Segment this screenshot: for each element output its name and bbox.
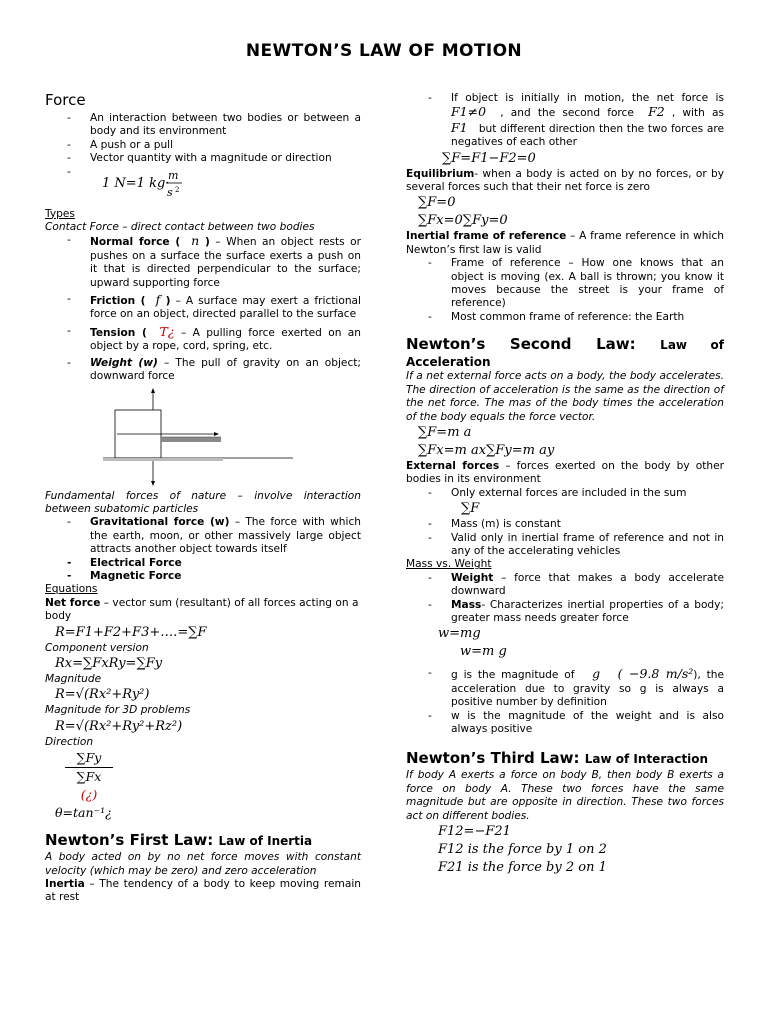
component-formula: Rx=∑FxRy=∑Fy — [55, 655, 163, 671]
force-heading: Force — [45, 91, 86, 109]
frame-bullet: - Frame of reference – How one knows that an object is moving (ex. A ball is thrown; you know it moves because the street is your frame of reference) — [406, 257, 724, 311]
third-law-formula-1: F12=−F21 — [438, 824, 511, 840]
types-label: Types — [45, 207, 75, 220]
third-law-formula-3: F21 is the force by 2 on 1 — [438, 860, 607, 876]
weight-vector-formula: w=m g — [460, 644, 507, 660]
external-bullet: - Only external forces are included in the sum ∑F — [406, 487, 724, 518]
external-forces-line: External forces – forces exerted on the body by other bodies in its environment — [406, 459, 724, 486]
inertial-frame-line: Inertial frame of reference – A frame reference in which Newton’s first law is valid — [406, 230, 724, 256]
frame-bullet: - Most common frame of reference: the Earth — [406, 311, 724, 324]
right-column — [406, 92, 724, 877]
equilibrium-formula-2: ∑Fx=0∑Fy=0 — [418, 213, 508, 229]
equations-label: Equations — [45, 583, 98, 596]
contact-force-line: Contact Force – direct contact between two bodies — [45, 221, 315, 234]
external-forces-list — [406, 487, 724, 559]
second-law-formula-2: ∑Fx=m ax∑Fy=m ay — [418, 442, 555, 458]
svg-text:m: m — [168, 168, 179, 182]
g-bullet: - g is the magnitude of g ( −9.8 m/s²), the acceleration due to gravity so g is always a positive number by definition — [406, 667, 724, 709]
unit-formula-item — [45, 166, 361, 200]
direction-denominator: ∑Fx — [76, 769, 102, 785]
frame-list — [406, 257, 724, 324]
magnitude-label: Magnitude — [45, 672, 102, 685]
magnetic-force-item: - Magnetic Force — [45, 570, 361, 583]
page-title: NEWTON’S LAW OF MOTION — [245, 41, 523, 61]
second-law-description: If a net external force acts on a body, the body accelerates. The direction of acceleration is the same as the direction of the net force. The mas of the body times the acceleration of the body equals the force vector. — [406, 370, 724, 423]
force-bullet: - An interaction between two bodies or between a body and its environment — [45, 112, 361, 139]
external-sum-formula: ∑F — [461, 501, 480, 517]
second-law-heading: Newton’s Second Law: Law of Acceleration — [406, 335, 724, 370]
third-law-description: If body A exerts a force on body B, then body B exerts a force on body A. These two forces have the same magnitude but are opposite in direction. These two forces act on different bodies. — [406, 769, 724, 822]
w-bullet: - w is the magnitude of the weight and is also always positive — [406, 710, 724, 737]
left-column — [45, 90, 361, 905]
friction-item: - Friction ( f ) – A surface may exert a frictional force on an object, directed parallel to the surface — [45, 293, 361, 322]
equilibrium-formula-1: ∑F=0 — [418, 195, 456, 211]
mass-vs-weight-label: Mass vs. Weight — [406, 558, 492, 571]
direction-fraction — [65, 749, 113, 804]
weight-definition: - Weight – force that makes a body accelerate downward — [406, 572, 724, 599]
svg-text:s: s — [167, 185, 173, 199]
direction-paren: (¿) — [80, 787, 98, 803]
motion-list — [406, 92, 724, 150]
second-law-formula-1: ∑F=m a — [418, 424, 472, 440]
net-force-formula: R=F1+F2+F3+….=∑F — [55, 624, 207, 640]
mass-weight-list — [406, 572, 724, 626]
gravitational-force-item: - Gravitational force (w) – The force with which the earth, moon, or other massively large object attracts another object towards itself — [45, 516, 361, 556]
equilibrium-line: Equilibrium- when a body is acted on by no forces, or by several forces such that their net force is zero — [406, 167, 724, 194]
force-bullet: - Vector quantity with a magnitude or direction — [45, 152, 361, 165]
theta-formula: θ=tan⁻¹¿ — [55, 805, 112, 821]
contact-force-list — [45, 234, 361, 383]
g-list — [406, 667, 724, 736]
free-body-diagram — [103, 386, 303, 488]
force-bullet: - A push or a pull — [45, 139, 361, 152]
electrical-force-item: - Electrical Force — [45, 557, 361, 570]
force-bullets — [45, 112, 361, 200]
magnitude-formula: R=√(Rx²+Ry²) — [55, 687, 150, 703]
magnitude-3d-formula: R=√(Rx²+Ry²+Rz²) — [55, 718, 183, 734]
motion-bullet: - If object is initially in motion, the net force is F1≠0 , and the second force F2 , with as F1 but different direction then the two forces are negatives of each other — [406, 92, 724, 150]
net-force-line: Net force – vector sum (resultant) of all forces acting on a body — [45, 596, 359, 623]
svg-text:2: 2 — [175, 185, 180, 194]
mass-definition: - Mass- Characterizes inertial properties of a body; greater mass needs greater force — [406, 599, 724, 626]
sum-formula: ∑F=F1−F2=0 — [442, 150, 536, 166]
direction-label: Direction — [45, 735, 94, 748]
magnitude-3d-label: Magnitude for 3D problems — [45, 704, 191, 717]
inertia-line: Inertia – The tendency of a body to keep moving remain at rest — [45, 878, 361, 904]
third-law-formula-2: F12 is the force by 1 on 2 — [438, 842, 607, 858]
fundamental-forces-line: Fundamental forces of nature – involve interaction between subatomic particles — [45, 489, 361, 515]
newton-unit-formula — [90, 166, 210, 200]
fundamental-forces-list — [45, 516, 361, 583]
component-version-label: Component version — [45, 641, 149, 654]
external-bullet: - Mass (m) is constant — [406, 518, 724, 531]
direction-numerator: ∑Fy — [76, 750, 102, 766]
tension-item: - Tension ( T¿ – A pulling force exerted on an object by a rope, cord, spring, etc. — [45, 325, 361, 354]
first-law-description: A body acted on by no net force moves with constant velocity (which may be zero) and zero acceleration — [45, 851, 361, 877]
external-bullet: - Valid only in inertial frame of reference and not in any of the accelerating vehicles — [406, 532, 724, 559]
weight-formula: w=mg — [438, 626, 481, 642]
third-law-heading: Newton’s Third Law: Law of Interaction — [406, 749, 709, 768]
weight-item: - Weight (w) – The pull of gravity on an object; downward force — [45, 357, 361, 384]
normal-force-item: - Normal force ( n ) – When an object rests or pushes on a surface the surface exerts a push on it that is directed perpendicular to the surface; upward supporting force — [45, 234, 361, 290]
svg-text:1 N=1 kg·: - 1 N=1 kg· — [102, 175, 170, 191]
first-law-heading: Newton’s First Law: Law of Inertia — [45, 831, 313, 850]
